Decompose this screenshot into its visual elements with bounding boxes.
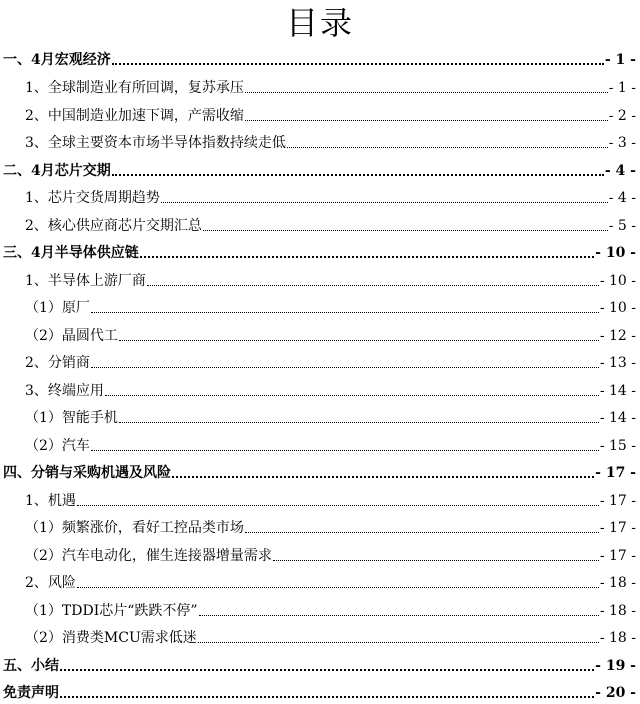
dot-leader — [112, 174, 604, 176]
toc-entry[interactable] — [25, 296, 636, 318]
toc-entry-label: 1、机遇 — [25, 493, 76, 509]
toc-entry[interactable] — [25, 434, 636, 456]
toc-entry[interactable] — [25, 379, 636, 401]
toc-entry-page: - 10 - — [599, 273, 636, 289]
dot-leader — [287, 147, 608, 148]
toc-entry[interactable] — [3, 241, 636, 263]
toc-entry-page: - 20 - — [595, 685, 636, 701]
toc-entry-page: - 12 - — [599, 328, 636, 344]
dot-leader — [273, 560, 599, 561]
dot-leader — [77, 505, 599, 506]
dot-leader — [198, 642, 599, 643]
toc-entry[interactable] — [25, 186, 636, 208]
dot-leader — [112, 63, 604, 65]
toc-entry-label: 1、芯片交货周期趋势 — [25, 190, 160, 206]
toc-entry-label: （1）原厂 — [25, 300, 90, 316]
toc-entry-label: （1）TDDI芯片“跌跌不停” — [25, 603, 198, 619]
dot-leader — [147, 285, 599, 286]
dot-leader — [105, 395, 599, 396]
toc-entry-label: 3、全球主要资本市场半导体指数持续走低 — [25, 135, 286, 151]
dot-leader — [199, 615, 599, 616]
toc-entry-label: 2、风险 — [25, 575, 76, 591]
toc-entry-page: - 17 - — [599, 493, 636, 509]
toc-entry-page: - 17 - — [599, 548, 636, 564]
dot-leader — [161, 202, 608, 203]
toc-entry[interactable] — [3, 654, 636, 676]
toc-entry-label: 3、终端应用 — [25, 383, 104, 399]
toc-entry-page: - 1 - — [608, 80, 636, 96]
toc-entry[interactable] — [25, 214, 636, 236]
dot-leader — [245, 92, 608, 93]
toc-entry[interactable] — [25, 626, 636, 648]
toc-entry-label: 三、4月半导体供应链 — [3, 245, 139, 261]
toc-entry[interactable] — [3, 461, 636, 483]
toc-entry[interactable] — [25, 104, 636, 126]
toc-entry-label: 二、4月芯片交期 — [3, 163, 111, 179]
toc-entry-label: 2、中国制造业加速下调，产需收缩 — [25, 108, 244, 124]
toc-entry[interactable] — [3, 681, 636, 703]
toc-entry-label: 2、分销商 — [25, 355, 90, 371]
toc-entry-page: - 5 - — [608, 218, 636, 234]
dot-leader — [119, 340, 599, 341]
toc-entry[interactable] — [25, 76, 636, 98]
toc-entry-page: - 18 - — [599, 630, 636, 646]
toc-entry-page: - 3 - — [608, 135, 636, 151]
page-title: 目录 — [285, 4, 354, 42]
dot-leader — [245, 120, 608, 121]
toc-entry-label: 四、分销与采购机遇及风险 — [3, 465, 171, 481]
toc-entry-label: （1）频繁涨价，看好工控品类市场 — [25, 520, 244, 536]
dot-leader — [140, 256, 594, 258]
toc-entry[interactable] — [25, 324, 636, 346]
dot-leader — [203, 230, 608, 231]
toc-entry-page: - 17 - — [595, 465, 636, 481]
toc-entry[interactable] — [25, 351, 636, 373]
toc-entry[interactable] — [25, 269, 636, 291]
toc-entry-page: - 10 - — [599, 300, 636, 316]
toc-entry-page: - 4 - — [604, 163, 636, 179]
toc-entry-label: 2、核心供应商芯片交期汇总 — [25, 218, 202, 234]
toc-entry-label: 免责声明 — [3, 685, 59, 701]
toc-entry-page: - 15 - — [599, 438, 636, 454]
toc-entry-label: （2）汽车 — [25, 438, 90, 454]
toc-entry[interactable] — [25, 131, 636, 153]
dot-leader — [172, 476, 594, 478]
dot-leader — [91, 450, 599, 451]
toc-entry[interactable] — [25, 489, 636, 511]
toc-entry[interactable] — [25, 544, 636, 566]
toc-entry-label: （2）消费类MCU需求低迷 — [25, 630, 197, 646]
toc-entry-label: 五、小结 — [3, 658, 59, 674]
toc-entry[interactable] — [3, 48, 636, 70]
toc-entry-page: - 2 - — [608, 108, 636, 124]
toc-entry-page: - 17 - — [599, 520, 636, 536]
toc-entry-label: 1、全球制造业有所回调，复苏承压 — [25, 80, 244, 96]
toc-entry-label: （2）晶圆代工 — [25, 328, 118, 344]
dot-leader — [91, 312, 599, 313]
toc-entry[interactable] — [25, 571, 636, 593]
toc-entry[interactable] — [3, 159, 636, 181]
toc-entry[interactable] — [25, 599, 636, 621]
toc-entry-label: 1、半导体上游厂商 — [25, 273, 146, 289]
toc-entry-page: - 18 - — [599, 575, 636, 591]
toc-entry-label: 一、4月宏观经济 — [3, 52, 111, 68]
dot-leader — [77, 587, 599, 588]
toc-entry[interactable] — [25, 516, 636, 538]
toc-entry-page: - 18 - — [599, 603, 636, 619]
dot-leader — [245, 532, 599, 533]
dot-leader — [60, 696, 594, 698]
toc-entry-page: - 14 - — [599, 410, 636, 426]
toc-entry-page: - 19 - — [595, 658, 636, 674]
toc-entry-page: - 1 - — [604, 52, 636, 68]
dot-leader — [91, 367, 599, 368]
toc-entry-page: - 10 - — [595, 245, 636, 261]
dot-leader — [60, 669, 594, 671]
toc-entry-page: - 4 - — [608, 190, 636, 206]
toc-entry-page: - 13 - — [599, 355, 636, 371]
toc-entry-label: （2）汽车电动化，催生连接器增量需求 — [25, 548, 272, 564]
dot-leader — [119, 422, 599, 423]
toc-entry-page: - 14 - — [599, 383, 636, 399]
toc-entry[interactable] — [25, 406, 636, 428]
toc-entry-label: （1）智能手机 — [25, 410, 118, 426]
